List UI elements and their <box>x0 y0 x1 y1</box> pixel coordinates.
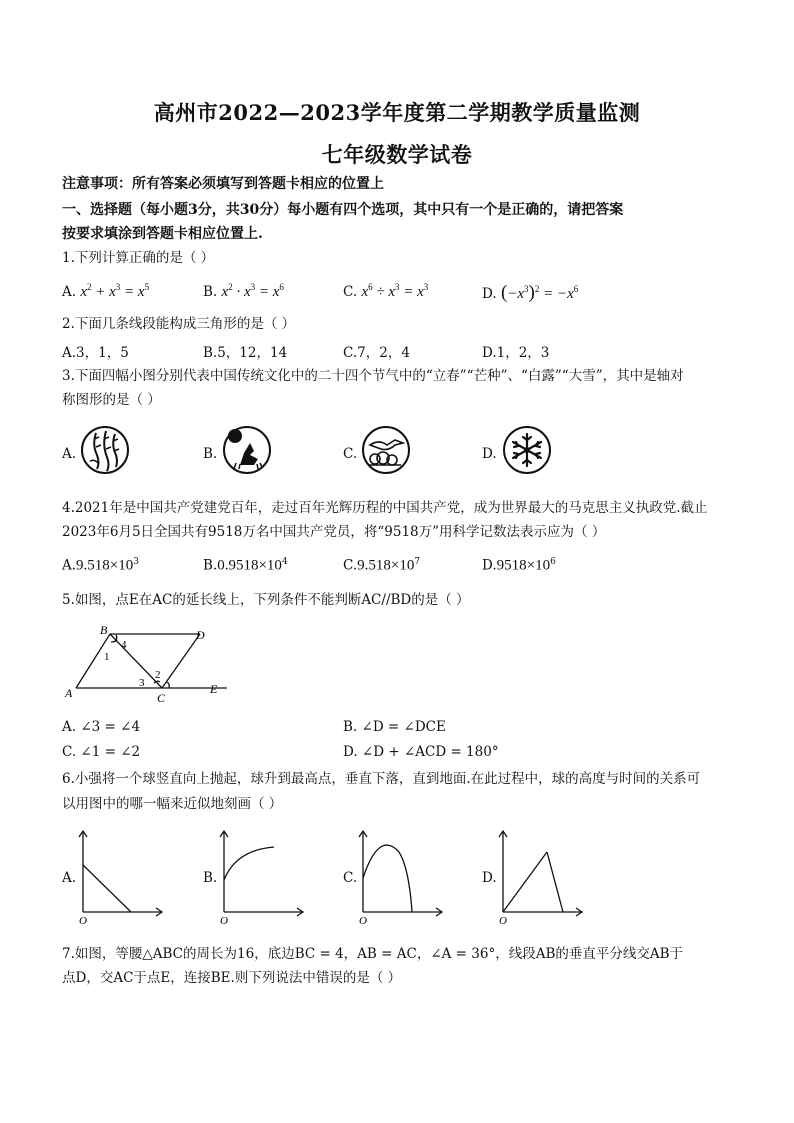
q6-option-d-label: D. <box>482 870 497 886</box>
q6-stem-line1: 6.小强将一个球竖直向上抛起，球升到最高点，垂直下落，直到地面.在此过程中，球的高度与时间的关系可 <box>62 771 701 787</box>
parallelogram-figure <box>62 622 232 708</box>
q2-option-c: C.7，2，4 <box>343 345 410 361</box>
graph-d <box>497 828 587 924</box>
graph-a-origin: O <box>79 915 87 924</box>
q6-stem-line2: 以用图中的哪一幅来近似地刻画（ ） <box>62 796 283 812</box>
q3-stem-line2: 称图形的是（ ） <box>62 392 161 408</box>
fig-label-c: C <box>157 691 166 705</box>
q1-option-b: B. $x^2 \cdot x^3 = x^6$ <box>203 282 284 300</box>
fig-angle-4: 4 <box>121 639 127 651</box>
exam-subtitle: 七年级数学试卷 <box>321 142 473 167</box>
fig-angle-2: 2 <box>155 669 161 681</box>
graph-a <box>77 828 167 924</box>
q7-stem-line2: 点D，交AC于点E，连接BE.则下列说法中错误的是（ ） <box>62 970 402 986</box>
lichun-symbol-image <box>80 425 130 475</box>
q5-option-d: D. ∠D + ∠ACD = 180° <box>343 744 499 760</box>
q3-stem-line1: 3.下面四幅小图分别代表中国传统文化中的二十四个节气中的“立春”“芒种”、“白露”“大雪”，其中是轴对 <box>62 368 684 384</box>
q2-option-b: B.5，12，14 <box>203 345 288 361</box>
q4-option-c: $C.9.518\times 10^7$ <box>343 557 421 574</box>
q6-option-b-label: B. <box>203 870 218 886</box>
section1-line1: 一、选择题（每小题3分，共30分）每小题有四个选项，其中只有一个是正确的，请把答案 <box>62 202 624 218</box>
q1-option-a: A. $x^2 + x^3 = x^5$ <box>62 282 150 300</box>
graph-d-origin: O <box>499 915 507 924</box>
fig-angle-1: 1 <box>104 651 110 663</box>
fig-label-b: B <box>100 623 108 637</box>
q5-option-a: A. ∠3 = ∠4 <box>62 719 141 735</box>
q3-option-c-label: C. <box>343 446 358 462</box>
q7-stem-line1: 7.如图，等腰△ABC的周长为16，底边BC = 4，AB = AC，∠A = 36°，线段AB的垂直平分线交AB于 <box>62 946 684 962</box>
graph-b <box>218 828 308 924</box>
q4-stem-line2: 2023年6月5日全国共有9518万名中国共产党员，将“9518万”用科学记数法表示应为（ ） <box>62 524 606 540</box>
section1-line2: 按要求填涂到答题卡相应位置上. <box>62 226 263 242</box>
q4-option-d: $D.9518\times 10^6$ <box>482 557 556 574</box>
q2-stem: 2.下面几条线段能构成三角形的是（ ） <box>62 316 296 332</box>
q4-option-b: $B.0.9518\times 10^4$ <box>203 557 288 574</box>
q3-option-a-label: A. <box>62 446 77 462</box>
bailu-symbol-image <box>361 425 411 475</box>
graph-b-origin: O <box>220 915 228 924</box>
q5-option-c: C. ∠1 = ∠2 <box>62 744 141 760</box>
q4-option-a: $A.9.518\times 10^3$ <box>62 557 139 574</box>
q5-option-b: B. ∠D = ∠DCE <box>343 719 446 735</box>
q5-stem: 5.如图，点E在AC的延长线上，下列条件不能判断AC//BD的是（ ） <box>62 592 470 608</box>
graph-c-origin: O <box>359 915 367 924</box>
q1-stem: 1.下列计算正确的是（ ） <box>62 250 215 266</box>
q6-option-c-label: C. <box>343 870 358 886</box>
q2-option-a: A.3，1，5 <box>62 345 129 361</box>
fig-label-e: E <box>210 682 218 696</box>
q4-stem-line1: 4.2021年是中国共产党建党百年，走过百年光辉历程的中国共产党，成为世界最大的马克思主义执政党.截止 <box>62 500 708 516</box>
mangzhong-symbol-image <box>222 425 272 475</box>
notice: 注意事项：所有答案必须填写到答题卡相应的位置上 <box>62 176 384 192</box>
q1-option-c: C. $x^6 \div x^3 = x^3$ <box>343 282 429 300</box>
fig-angle-3: 3 <box>139 677 145 689</box>
exam-title: 高州市2022—2023学年度第二学期教学质量监测 <box>153 100 641 125</box>
q6-option-a-label: A. <box>62 870 77 886</box>
fig-label-d: D <box>196 628 205 642</box>
snowflake-icon <box>502 425 552 475</box>
q3-option-d-label: D. <box>482 446 497 462</box>
q3-option-b-label: B. <box>203 446 218 462</box>
fig-label-a: A <box>65 686 73 700</box>
graph-c <box>357 828 447 924</box>
q2-option-d: D.1，2，3 <box>482 345 550 361</box>
q1-option-d: D. $(-x^3)^2 = -x^6$ <box>482 282 579 303</box>
